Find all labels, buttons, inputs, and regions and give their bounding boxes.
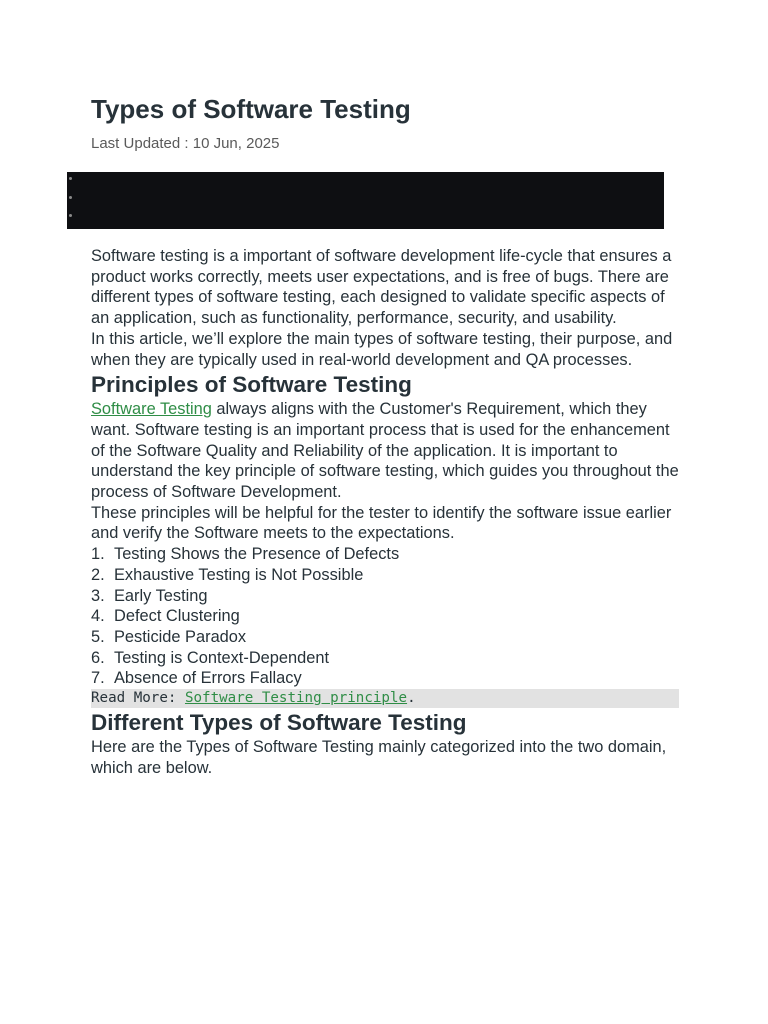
bullet-dot [69,196,72,199]
list-number: 3. [91,586,105,605]
list-number: 7. [91,669,105,688]
list-item-text: Pesticide Paradox [114,627,247,646]
list-item [91,544,681,565]
section-heading-types: Different Types of Software Testing [91,710,467,736]
list-item-text: Defect Clustering [114,607,240,626]
list-item-text: Testing Shows the Presence of Defects [114,545,400,564]
bullet-dot [69,177,72,180]
ad-banner [67,172,664,229]
list-item-text: Exhaustive Testing is Not Possible [114,565,364,584]
intro-paragraph: In this article, we’ll explore the main types of software testing, their purpose, and when they are typically used in real-world development and QA processes. [91,329,673,369]
list-item [91,627,681,648]
software-testing-link[interactable]: Software Testing [91,400,212,419]
read-more-suffix: . [407,690,416,707]
read-more-label: Read More: [91,690,185,707]
list-item-text: Absence of Errors Fallacy [114,669,302,688]
list-item [91,648,681,669]
list-item [91,565,681,586]
bullet-dot [69,214,72,217]
list-item [91,586,681,607]
principles-paragraph [91,399,681,503]
list-number: 5. [91,627,105,646]
list-item-text: Early Testing [114,586,208,605]
principles-paragraph-text: always aligns with the Customer's Requirement, which they want. Software testing is an important process that is used for the enhancement of the Software Quality and Reliability of the application. It is important to understand the key principle of software testing, which guides you throughout the process of Software Development. [91,400,679,502]
list-number: 1. [91,545,105,564]
list-number: 6. [91,648,105,667]
read-more-block [91,689,679,708]
article-header [91,93,681,153]
list-item [91,668,681,689]
page-title: Types of Software Testing [91,94,411,124]
principles-paragraph-2: These principles will be helpful for the tester to identify the software issue earlier and verify the Software meets to the expectations. [91,503,672,543]
list-number: 4. [91,607,105,626]
list-item [91,606,681,627]
last-updated: Last Updated : 10 Jun, 2025 [91,135,280,152]
read-more-link[interactable]: Software Testing principle [184,690,408,707]
types-paragraph: Here are the Types of Software Testing mainly categorized into the two domain, which are below. [91,738,667,777]
article-body [91,246,681,778]
list-item-text: Testing is Context-Dependent [114,648,330,667]
list-number: 2. [91,565,105,584]
principles-list [91,544,681,689]
intro-paragraph: Software testing is a important of software development life-cycle that ensures a product works correctly, meets user expectations, and is free of bugs. There are different types of software testing, each designed to validate specific aspects of an application, such as functionality, performance, security, and usability. [91,247,672,328]
section-heading-principles: Principles of Software Testing [91,372,412,398]
